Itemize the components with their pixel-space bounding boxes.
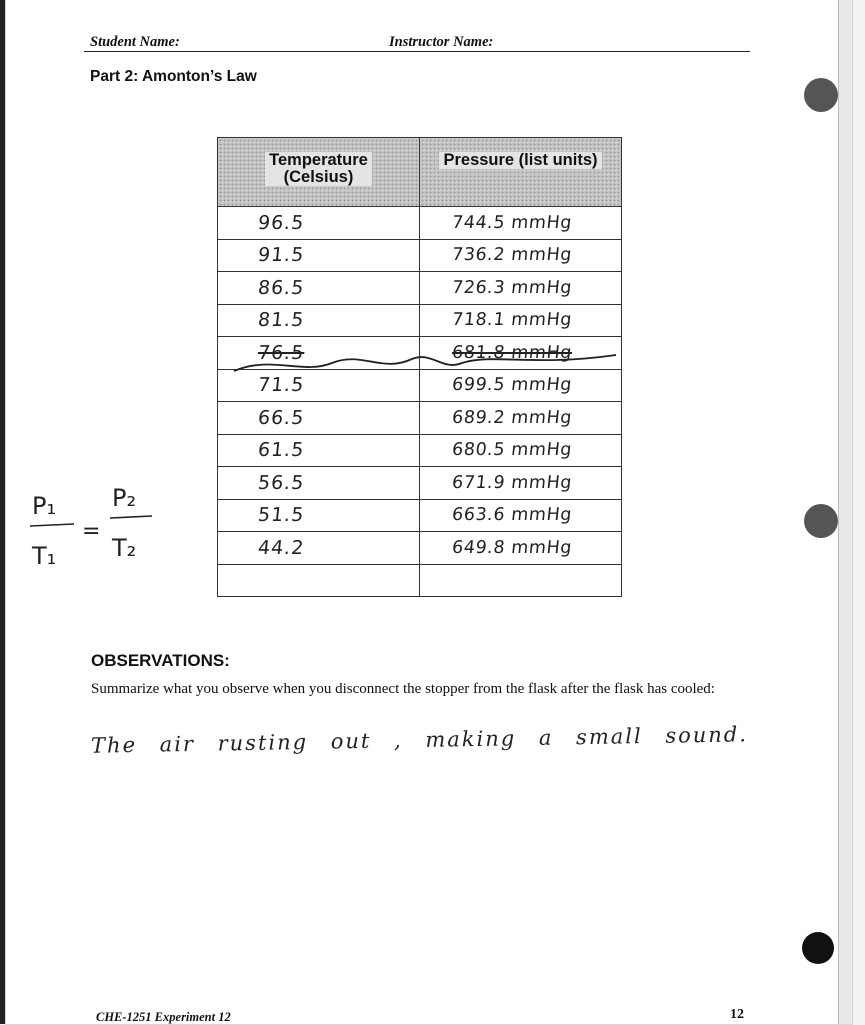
- table-row: [218, 532, 622, 565]
- pressure-cell: [420, 467, 622, 500]
- temperature-value: 66.5: [256, 406, 306, 429]
- name-header: [84, 33, 750, 52]
- table-row: [218, 499, 622, 532]
- table-row: [218, 239, 622, 272]
- pressure-cell: [420, 434, 622, 467]
- gay-lussac-formula: [28, 478, 168, 583]
- temperature-value: 86.5: [256, 276, 306, 299]
- temperature-header: [218, 138, 420, 207]
- part-title: Part 2: Amonton’s Law: [90, 68, 257, 85]
- temperature-value: 61.5: [256, 439, 306, 462]
- formula-equals: =: [82, 519, 101, 544]
- formula-t1: T₁: [32, 542, 57, 570]
- pressure-cell: [420, 402, 622, 435]
- pressure-value: 744.5 mmHg: [450, 212, 574, 233]
- temperature-value: 56.5: [256, 471, 306, 494]
- temperature-value: 71.5: [256, 374, 306, 397]
- pressure-value: 663.6 mmHg: [450, 505, 574, 526]
- temperature-cell: [218, 207, 420, 240]
- strikethrough-scribble: [232, 347, 622, 377]
- student-name-label: Student Name:: [90, 34, 180, 50]
- temperature-value: 76.5: [256, 341, 306, 364]
- formula-p2: P₂: [112, 484, 137, 512]
- table-row: [218, 434, 622, 467]
- temperature-cell: [218, 499, 420, 532]
- pressure-cell: [420, 207, 622, 240]
- pressure-cell: [420, 532, 622, 565]
- observations-title: OBSERVATIONS:: [91, 651, 230, 670]
- pressure-value: 671.9 mmHg: [450, 472, 574, 493]
- temperature-header-label: Temperature: [269, 151, 368, 169]
- temperature-cell: [218, 564, 420, 597]
- punch-hole-top: [804, 78, 838, 112]
- pressure-cell: [420, 499, 622, 532]
- temperature-value: 91.5: [256, 244, 306, 267]
- table-header-row: [218, 138, 622, 207]
- pressure-cell: [420, 239, 622, 272]
- formula-p1: P₁: [32, 492, 57, 520]
- temperature-cell: [218, 272, 420, 305]
- table-body: [218, 207, 622, 597]
- punch-hole-bottom: [802, 932, 834, 964]
- pressure-value: 649.8 mmHg: [450, 537, 574, 558]
- temperature-cell: [218, 239, 420, 272]
- footer-experiment: CHE-1251 Experiment 12: [96, 1010, 231, 1024]
- observations-answer: The air rusting out , making a small sound.: [90, 722, 749, 758]
- table-row: [218, 467, 622, 500]
- pressure-cell: [420, 272, 622, 305]
- page-edge-right: [838, 0, 852, 1024]
- temperature-value: 44.2: [256, 536, 306, 559]
- instructor-name-label: Instructor Name:: [389, 34, 494, 50]
- temperature-header-unit: (Celsius): [283, 168, 354, 186]
- table-row: [218, 402, 622, 435]
- pressure-header-label: Pressure (list units): [439, 152, 601, 169]
- formula-t2: T₂: [112, 534, 137, 562]
- observations-prompt: Summarize what you observe when you disconnect the stopper from the flask after the flask has cooled:: [91, 681, 715, 697]
- table-row: [218, 304, 622, 337]
- temperature-cell: [218, 532, 420, 565]
- pressure-value: 689.2 mmHg: [450, 407, 574, 428]
- pressure-cell: [420, 564, 622, 597]
- temperature-cell: [218, 467, 420, 500]
- pressure-value: 680.5 mmHg: [450, 440, 574, 461]
- pressure-value: 736.2 mmHg: [450, 245, 574, 266]
- table-row: [218, 564, 622, 597]
- table-row: [218, 207, 622, 240]
- footer-page-number: 12: [730, 1007, 744, 1022]
- punch-hole-middle: [804, 504, 838, 538]
- pressure-value: 681.8 mmHg: [450, 342, 574, 363]
- formula-drawing: [28, 478, 168, 578]
- table-row: [218, 272, 622, 305]
- pressure-value: 699.5 mmHg: [450, 375, 574, 396]
- pressure-value: 726.3 mmHg: [450, 277, 574, 298]
- temperature-value: 51.5: [256, 504, 306, 527]
- temperature-value: 81.5: [256, 309, 306, 332]
- pressure-header: [420, 138, 622, 207]
- temperature-value: 96.5: [256, 211, 306, 234]
- temperature-cell: [218, 402, 420, 435]
- pressure-value: 718.1 mmHg: [450, 310, 574, 331]
- pressure-cell: [420, 304, 622, 337]
- temperature-cell: [218, 304, 420, 337]
- temperature-cell: [218, 434, 420, 467]
